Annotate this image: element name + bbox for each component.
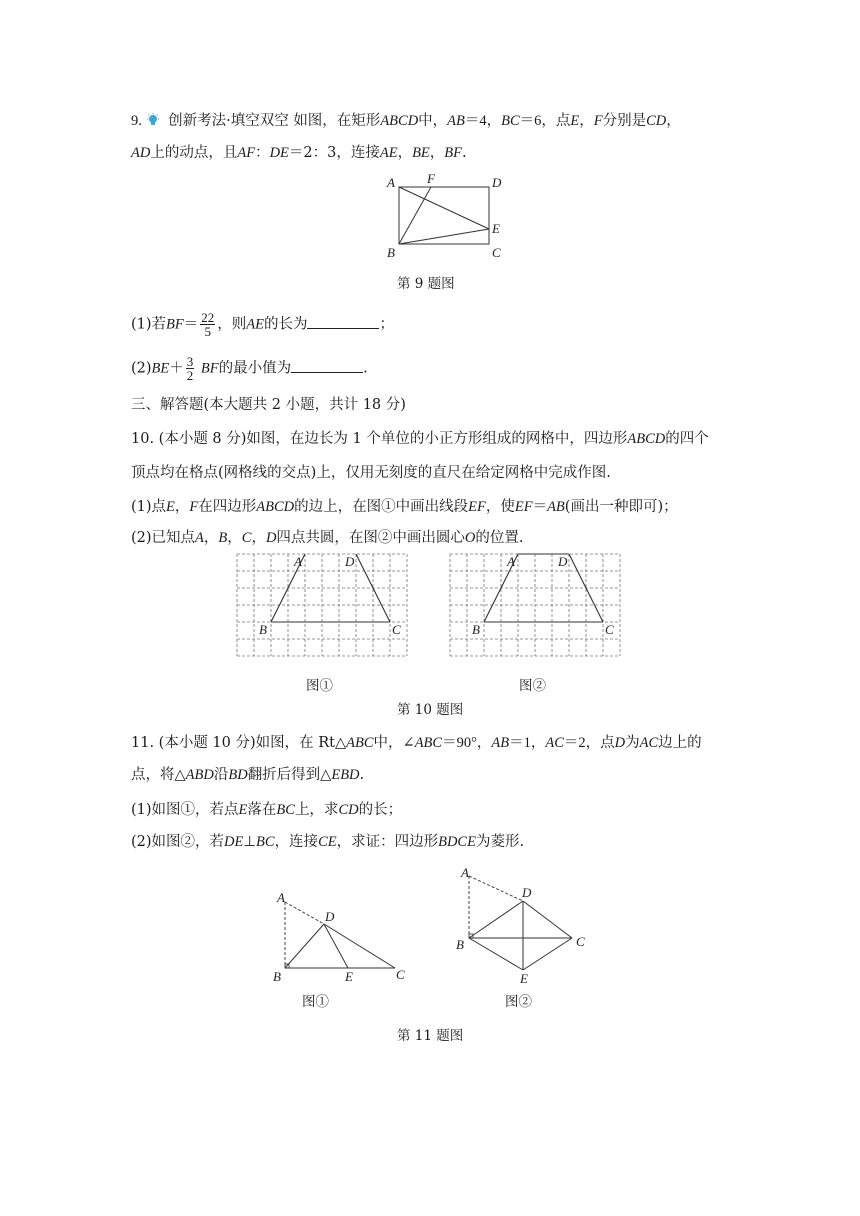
svg-text:B: B xyxy=(456,937,464,952)
svg-text:A: A xyxy=(277,890,285,905)
grid-label-b: B xyxy=(472,622,480,637)
grid-label-a: A xyxy=(294,554,302,569)
label-d: D xyxy=(492,175,502,190)
svg-text:A: A xyxy=(461,865,469,880)
grid-label-c: C xyxy=(392,622,401,637)
q11-line1: 11. (本小题 10 分)如图，在 Rt△ABC中，∠ABC＝90°，AB＝1，AC＝2，点D为AC边上的 xyxy=(131,735,702,751)
q11-caption: 第 11 题图 xyxy=(397,1028,464,1044)
grid-label-d: D xyxy=(345,554,355,569)
q11-figure-2 xyxy=(450,862,595,987)
q10-fig1-caption: 图① xyxy=(306,678,333,694)
svg-text:D: D xyxy=(522,885,532,900)
answer-blank-1[interactable] xyxy=(307,314,379,329)
svg-text:E: E xyxy=(345,969,353,984)
grid-label-d: D xyxy=(558,554,568,569)
label-c: C xyxy=(492,245,501,260)
q10-grid-figure-2 xyxy=(449,553,625,667)
q9-tag: 创新考法·填空双空 xyxy=(168,113,289,129)
q10-sub1: (1)点E，F在四边形ABCD的边上，在图①中画出线段EF，使EF＝AB(画出一种即可)； xyxy=(131,499,678,515)
q11-fig2-caption: 图② xyxy=(505,994,532,1010)
grid-label-b: B xyxy=(259,622,267,637)
grid-label-a: A xyxy=(507,554,515,569)
q9-figure xyxy=(380,170,510,262)
svg-text:D: D xyxy=(325,909,335,924)
section-heading: 三、解答题(本大题共 2 小题，共计 18 分) xyxy=(131,397,406,413)
grid-label-c: C xyxy=(605,622,614,637)
q10-grid-figure-1 xyxy=(236,553,412,667)
fraction-3-2: $\frac{3}{2}$ xyxy=(186,354,194,383)
svg-text:C: C xyxy=(576,934,585,949)
label-f: F xyxy=(427,171,435,186)
q10-fig2-caption: 图② xyxy=(519,678,546,694)
label-b: B xyxy=(387,245,395,260)
q9-line1: 9. 创新考法·填空双空 如图，在矩形ABCD中，AB＝4，BC＝6，点E，F分别是CD， xyxy=(131,113,681,129)
svg-text:C: C xyxy=(396,967,405,982)
svg-text:E: E xyxy=(520,971,528,986)
q11-figure-1 xyxy=(268,888,418,988)
q9-caption: 第 9 题图 xyxy=(397,276,455,292)
q9-line2: AD上的动点，且AF：DE＝2：3，连接AE，BE，BF. xyxy=(131,145,467,161)
label-e: E xyxy=(492,221,500,236)
svg-text:B: B xyxy=(273,969,281,984)
q10-line1: 10. (本小题 8 分)如图，在边长为 1 个单位的小正方形组成的网格中，四边形ABCD的四个 xyxy=(131,431,709,447)
q11-sub1: (1)如图①，若点E落在BC上，求CD的长； xyxy=(131,802,403,818)
q9-sub2: (2)BE＋ $\frac{3}{2}$ BF的最小值为 . xyxy=(131,354,368,383)
q9-sub1: (1)若BF＝ $\frac{22}{5}$ ，则AE的长为 ； xyxy=(131,310,394,339)
q11-line2: 点，将△ABD沿BD翻折后得到△EBD. xyxy=(131,767,365,783)
segment-bf xyxy=(399,187,431,244)
label-a: A xyxy=(387,175,395,190)
answer-blank-2[interactable] xyxy=(291,358,363,373)
q11-fig1-caption: 图① xyxy=(302,994,329,1010)
rectangle-abcd xyxy=(399,187,489,244)
q10-sub2: (2)已知点A，B，C，D四点共圆，在图②中画出圆心O的位置. xyxy=(131,530,524,546)
segment-ae xyxy=(399,187,489,229)
q10-caption: 第 10 题图 xyxy=(397,702,464,718)
q10-line2: 顶点均在格点(网格线的交点)上，仅用无刻度的直尺在给定网格中完成作图. xyxy=(131,465,611,481)
segment-be xyxy=(399,229,489,244)
q11-sub2: (2)如图②，若DE⊥BC，连接CE，求证：四边形BDCE为菱形. xyxy=(131,834,525,850)
lightbulb-icon xyxy=(146,113,160,127)
fraction-22-5: $\frac{22}{5}$ xyxy=(201,310,215,339)
